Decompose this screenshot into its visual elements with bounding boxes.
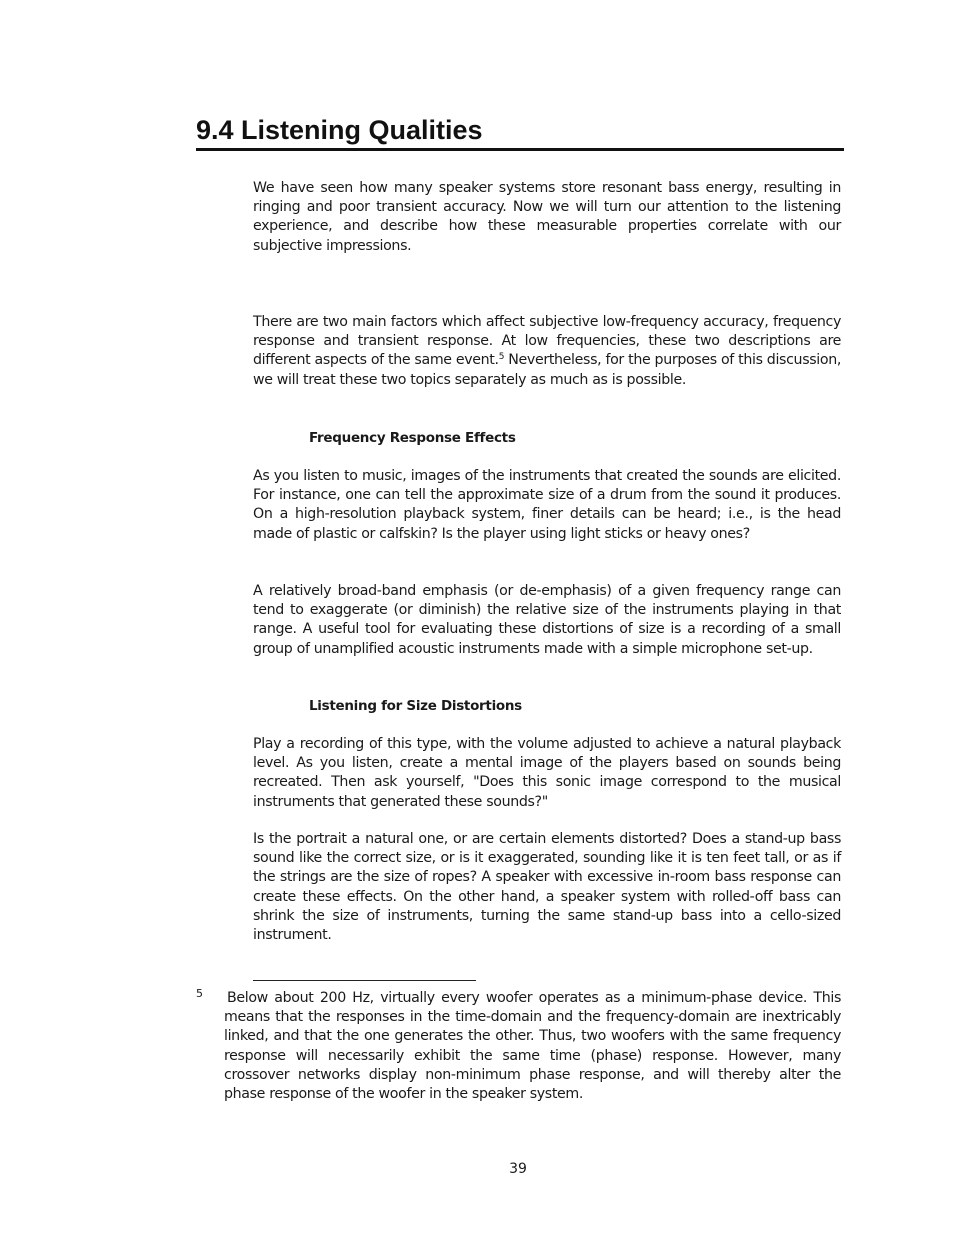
footnote-divider [253, 980, 476, 981]
paragraph-intro: We have seen how many speaker systems store resonant bass energy, resulting in ringing and poor transient accuracy. Now we will turn our attention to the listening experience, and describe how these measurable properties correlate with our subjective impressions. [253, 180, 841, 254]
footnote-text: Below about 200 Hz, virtually every woofer operates as a minimum-phase device. This means that the responses in the time-domain and the frequency-domain are inextricably linked, and that the one generates the other. Thus, two woofers with the same frequency response will necessarily exhibit the same time (phase) response. However, many crossover networks display non-minimum phase response, and will thereby alter the phase response of the woofer in the speaker system. [224, 990, 841, 1103]
subheading-frequency-response: Frequency Response Effects [309, 430, 516, 446]
page-number: 39 [509, 1161, 527, 1177]
section-heading: 9.4 Listening Qualities [196, 112, 844, 151]
paragraph-images: As you listen to music, images of the instruments that created the sounds are elicited. For instance, one can tell the approximate size of a drum from the sound it produces. On a high-resolution playback system, finer details can be heard; i.e., is the head made of plastic or calfskin? Is the player using light sticks or heavy ones? [253, 468, 841, 542]
paragraph-factors [253, 313, 841, 390]
paragraph-emphasis: A relatively broad-band emphasis (or de-emphasis) of a given frequency range can tend to exaggerate (or diminish) the relative size of the instruments playing in that range. A useful tool for evaluating these distortions of size is a recording of a small group of unamplified acoustic instruments made with a simple microphone set-up. [253, 583, 841, 657]
paragraph-play: Play a recording of this type, with the volume adjusted to achieve a natural playback level. As you listen, create a mental image of the players based on sounds being recreated. Then ask yourself, "Does this sonic image correspond to the musical instruments that generated these sounds?" [253, 736, 841, 810]
paragraph-factors-continued: Nevertheless, for the purposes of this discussion, we will treat these two topics separately as much as is possible. [253, 352, 842, 388]
footnote-mark: 5 [196, 987, 203, 1000]
subheading-size-distortions: Listening for Size Distortions [309, 698, 522, 714]
paragraph-factors-text: There are two main factors which affect subjective low-frequency accuracy, frequency response and transient response. At low frequencies, these two descriptions are different aspects of the same event. [253, 314, 841, 369]
paragraph-portrait: Is the portrait a natural one, or are certain elements distorted? Does a stand-up bass sound like the correct size, or is it exaggerated, sounding like it is ten feet tall, or as if the strings are the size of ropes? A speaker with excessive in-room bass response can create these effects. On the other hand, a speaker system with rolled-off bass can shrink the size of instruments, turning the same stand-up bass into a cello-sized instrument. [253, 831, 841, 944]
footnote-reference: 5 [498, 352, 505, 363]
